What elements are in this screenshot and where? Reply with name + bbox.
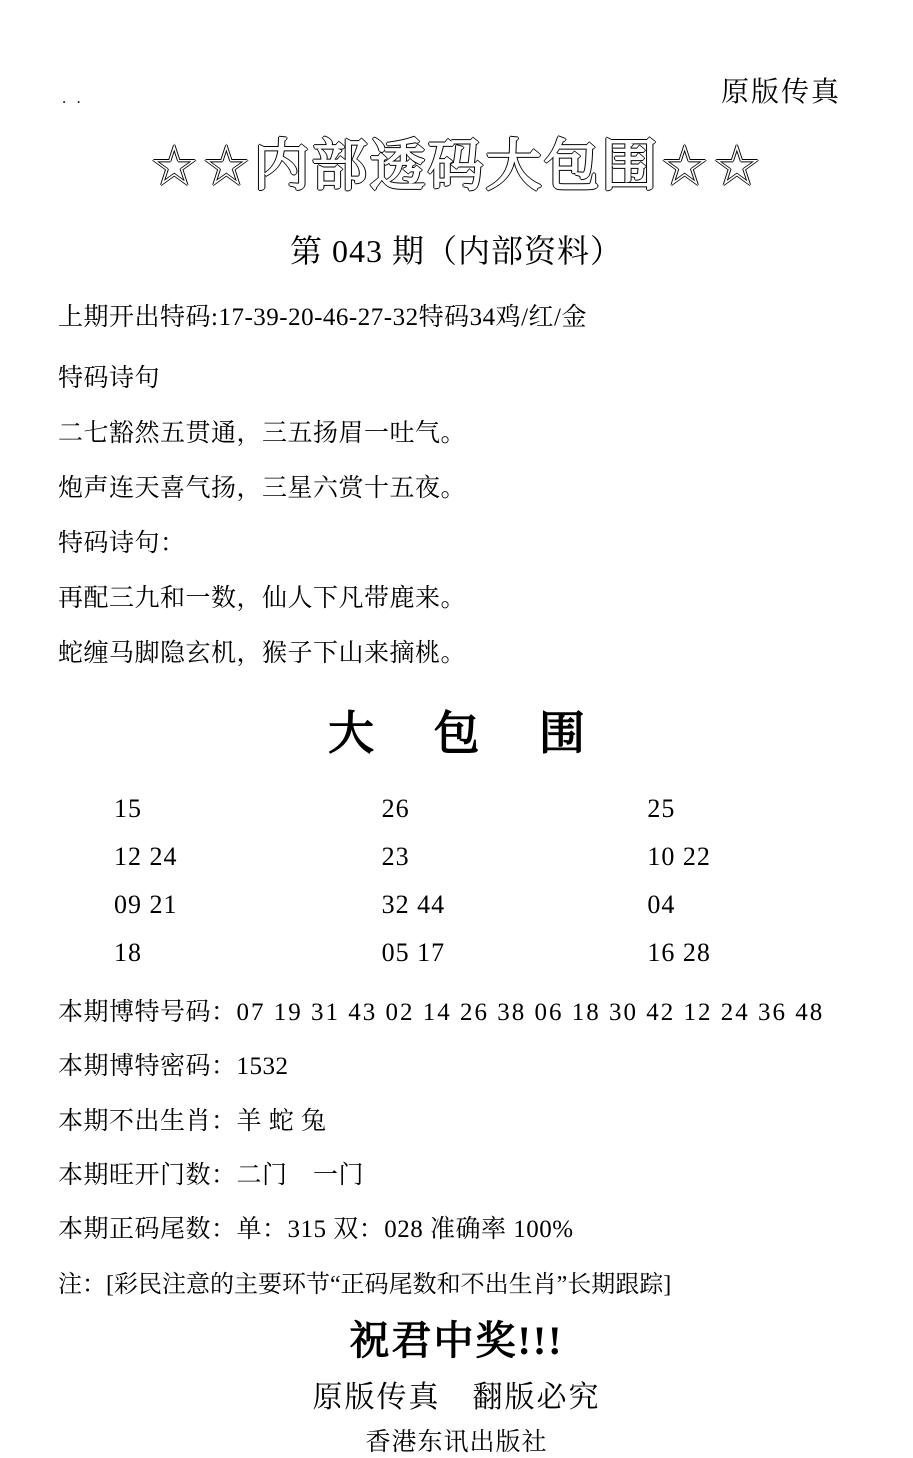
footnote: 注：[彩民注意的主要环节“正码尾数和不出生肖”长期跟踪]: [58, 1272, 672, 1299]
hot-door-row: [58, 1158, 855, 1194]
number-cell: 32 44: [381, 890, 446, 919]
original-fax-label: 原版传真: [720, 77, 841, 108]
big-package-heading: 大 包 围: [328, 708, 609, 759]
number-cell: 23: [381, 842, 410, 871]
number-cell: 04: [647, 890, 676, 919]
copyright-line: 原版传真 翻版必究: [312, 1381, 601, 1415]
number-cell: 18: [114, 938, 142, 967]
table-row: [58, 881, 855, 929]
bote-numbers-label: 本期博特号码：: [58, 999, 237, 1026]
poem-2-line-1: 再配三九和一数，仙人下凡带鹿来。: [58, 585, 467, 612]
excluded-zodiac-row: [58, 1104, 855, 1140]
page-title: ☆☆内部透码大包围☆☆: [149, 134, 764, 199]
tail-number-label: 本期正码尾数：: [58, 1216, 237, 1243]
bote-numbers-value: 07 19 31 43 02 14 26 38 06 18 30 42 12 24 36 48: [236, 999, 825, 1026]
poem-1-line-2: 炮声连天喜气扬，三星六赏十五夜。: [58, 475, 467, 502]
number-cell: 12 24: [114, 842, 178, 871]
number-grid: [58, 785, 855, 977]
tail-number-row: [58, 1212, 855, 1248]
tail-number-value: 单：315 双：028 准确率 100%: [236, 1216, 574, 1243]
corner-dots: . .: [62, 88, 84, 107]
publisher-line: 香港东讯出版社: [365, 1429, 548, 1457]
table-row: [58, 785, 855, 833]
last-draw-result: 上期开出特码:17-39-20-46-27-32特码34鸡/红/金: [58, 304, 587, 331]
secret-code-value: 1532: [236, 1053, 289, 1081]
number-cell: 10 22: [647, 842, 711, 871]
number-cell: 25: [647, 794, 676, 823]
poem-label-1: 特码诗句: [58, 365, 161, 392]
table-row: [58, 833, 855, 881]
number-cell: 15: [114, 794, 142, 823]
excluded-zodiac-value: 羊 蛇 兔: [236, 1107, 327, 1135]
issue-number: 第 043 期（内部资料）: [289, 233, 623, 269]
secret-code-label: 本期博特密码：: [58, 1053, 237, 1081]
wish-text: 祝君中奖!!!: [349, 1318, 564, 1364]
poem-1-line-1: 二七豁然五贯通，三五扬眉一吐气。: [58, 420, 467, 447]
number-cell: 26: [381, 794, 410, 823]
poem-2-line-2: 蛇缠马脚隐玄机，猴子下山来摘桃。: [58, 640, 467, 667]
secret-code-row: [58, 1049, 855, 1085]
number-cell: 09 21: [114, 890, 178, 919]
hot-door-label: 本期旺开门数：: [58, 1161, 237, 1189]
bote-numbers-row: [58, 995, 855, 1031]
excluded-zodiac-label: 本期不出生肖：: [58, 1107, 237, 1135]
number-cell: 16 28: [647, 938, 711, 967]
table-row: [58, 929, 855, 977]
number-cell: 05 17: [381, 938, 446, 967]
poem-label-2: 特码诗句：: [58, 530, 186, 557]
hot-door-value: 二门 一门: [236, 1161, 365, 1189]
